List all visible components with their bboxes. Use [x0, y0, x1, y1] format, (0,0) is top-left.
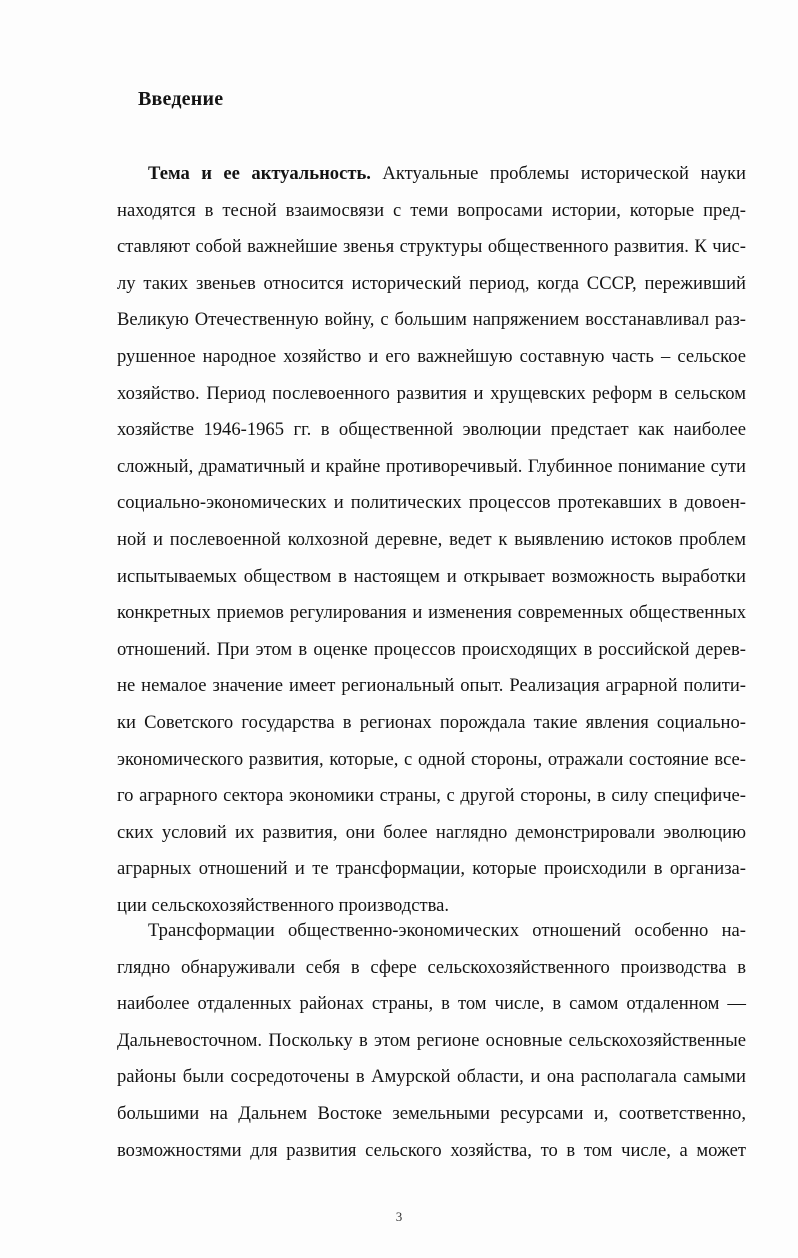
paragraph-line: ки Советского государства в регионах порождала такие явления социально- [117, 711, 746, 733]
paragraph-lead: Тема и ее актуальность. [148, 163, 371, 184]
paragraph-line: ной и послевоенной колхозной деревне, ведет к выявлению истоков проблем [117, 528, 746, 550]
paragraph-line: наиболее отдаленных районах страны, в том числе, в самом отдаленном — [117, 993, 746, 1015]
paragraph-line: аграрных отношений и те трансформации, которые происходили в организа- [117, 858, 746, 880]
paragraph-line: глядно обнаруживали себя в сфере сельскохозяйственного производства в [117, 956, 746, 978]
paragraph-line: конкретных приемов регулирования и изменения современных общественных [117, 602, 746, 624]
paragraph-line: ставляют собой важнейшие звенья структуры общественного развития. К чис- [117, 236, 746, 258]
paragraph-line [117, 156, 746, 193]
paragraph-line: испытываемых обществом в настоящем и открывает возможность выработки [117, 565, 746, 587]
paragraph-line: го аграрного сектора экономики страны, с другой стороны, в силу специфиче- [117, 785, 746, 807]
paragraph-topic-relevance [117, 156, 746, 924]
page-number: 3 [395, 1209, 403, 1224]
paragraph-line: социально-экономических и политических процессов протекавших в довоен- [117, 492, 746, 514]
paragraph-line: хозяйстве 1946-1965 гг. в общественной эволюции предстает как наиболее [117, 419, 746, 441]
paragraph-text: Актуальные проблемы исторической науки [370, 163, 746, 184]
paragraph-line: Великую Отечественную войну, с большим напряжением восстанавливал раз- [117, 309, 746, 331]
paragraph-line: хозяйство. Период послевоенного развития и хрущевских реформ в сельском [117, 382, 746, 404]
paragraph-line: Трансформации общественно-экономических отношений особенно на- [148, 920, 746, 941]
paragraph-line: отношений. При этом в оценке процессов происходящих в российской дерев- [117, 638, 746, 660]
paragraph-line: возможностями для развития сельского хозяйства, то в том числе, а может [117, 1139, 746, 1161]
paragraph-line: ских условий их развития, они более наглядно демонстрировали эволюцию [117, 821, 746, 843]
paragraph-line: лу таких звеньев относится исторический период, когда СССР, переживший [117, 272, 746, 294]
page-heading: Введение [138, 88, 224, 110]
paragraph-line: Дальневосточном. Поскольку в этом регионе основные сельскохозяйственные [117, 1029, 746, 1051]
paragraph-line: сложный, драматичный и крайне противоречивый. Глубинное понимание сути [117, 455, 746, 477]
paragraph-line: ции сельскохозяйственного производства. [117, 894, 450, 916]
paragraph-line: не немалое значение имеет региональный опыт. Реализация аграрной полити- [117, 675, 746, 697]
paragraph-transformations [117, 913, 746, 1169]
paragraph-line: районы были сосредоточены в Амурской области, и она располагала самыми [117, 1066, 746, 1088]
paragraph-line: рушенное народное хозяйство и его важнейшую составную часть – сельское [117, 345, 746, 367]
paragraph-line: находятся в тесной взаимосвязи с теми вопросами истории, которые пред- [117, 199, 746, 221]
paragraph-line: экономического развития, которые, с одной стороны, отражали состояние все- [117, 748, 746, 770]
paragraph-line: большими на Дальнем Востоке земельными ресурсами и, соответственно, [117, 1102, 746, 1124]
